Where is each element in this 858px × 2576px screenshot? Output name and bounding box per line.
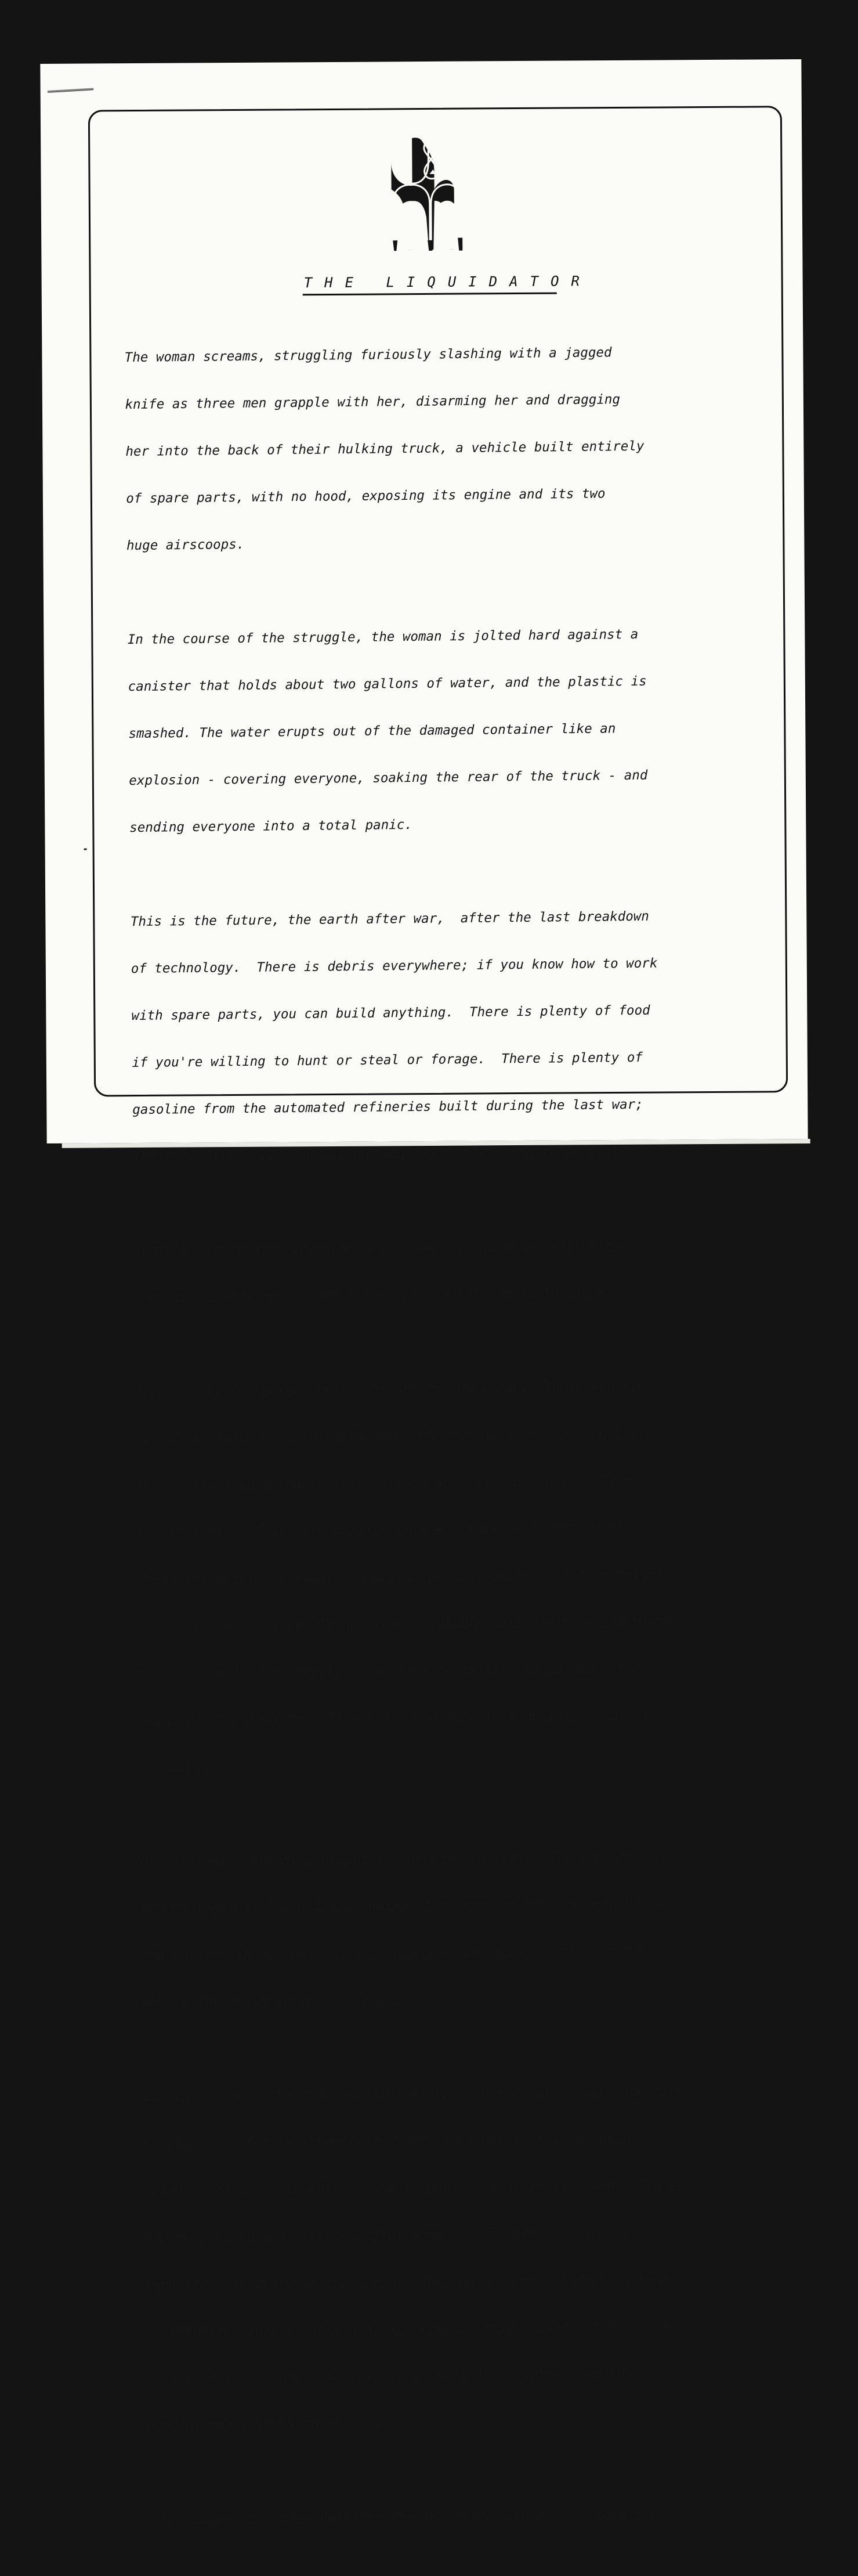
paragraph-7 [142,2051,808,2466]
text-line: canister that holds about two gallons of water, and the plastic is [128,673,647,695]
text-line: One of these marauding groups is composed entirely of women who have [140,1849,675,1870]
text-line: Other women have been held hostage for water and so have some men. [147,2507,666,2528]
text-line: knife as three men grapple with her, disarming her and dragging [125,392,621,413]
text-line: explosion - covering everyone, soaking the rear of the truck - and [129,767,648,789]
text-line: The woman screams, struggling furiously slashing with a jagged [124,345,612,366]
text-line: a freshwater spring. They are, in terms of this society, the richest [145,2319,680,2340]
text-line: There's plenty of everything except water, and when that water [133,1238,621,1259]
text-line: her into the back of their hulking truck, a vehicle built entirely [125,438,645,460]
paragraph-3 [130,876,795,1196]
text-line: one of several groups of marauders, men who have banded together [136,1426,647,1447]
paragraph-8 [147,2474,809,2560]
text-line: of spare parts, with no hood, exposing its engine and its two [126,486,606,507]
text-line: drum. There is virtually no fresh drinkable water left on the planet [137,1614,680,1635]
paragraph-6 [140,1816,803,2043]
text-line: sending everyone into a total panic. [129,817,412,836]
text-line: with spare parts, you can build anything. There is plenty of food [131,1002,650,1024]
text-line: band of men intends to get it. [146,2416,382,2434]
jm-monogram-logo-icon [389,135,476,252]
text-line: banded together for defense against the bands of men who would rape [140,1896,668,1917]
text-line: their supplies will run out one day, but it's going to be years. [133,1143,636,1165]
text-line: In the course of the struggle, the woman is jolted hard against a [127,626,639,648]
text-line: and enslave them. Most of the groups of men have a woman or two [141,1943,645,1964]
paragraph-4 [133,1205,796,1337]
paragraph-2 [127,594,791,867]
paragraph-5 [135,1346,801,1807]
text-line: ruins of civilization. It's stale and sometimes polluted, but it [139,1708,650,1729]
text-line: who is forced to serve the group. [142,1993,401,2011]
text-line: But this woman, the one now held helpless aboard this truck, laughing [142,2084,685,2105]
text-line: smashed. The water erupts out of the damaged container like an [128,721,616,742]
text-line: for survival on an earth left parched and dying of thirst after [136,1473,632,1494]
margin-tick-mark [84,849,87,850]
text-line: the only real water supply comes from containers found among the [138,1661,642,1682]
text-line: And it only increases their pressure on the woman. These men are [135,1379,646,1400]
text-line: if you're willing to hunt or steal or forage. There is plenty of [132,1049,643,1071]
text-line: gasoline from the automated refineries built during the last war; [132,1096,643,1118]
text-line: captured to be a plaything. She is part of a group of women - brave [143,2178,679,2199]
paper-sheet [40,59,808,2528]
document-title: THE LIQUIDATOR [303,273,592,291]
text-line: at the men's futile attempts to save their water, has not been [143,2131,631,2152]
text-line: and very tough and very beautiful women - who have made the most [144,2225,647,2246]
paragraph-1 [124,312,788,585]
text-line: canister is smashed, these strong and brutal men go to pieces. [134,1285,622,1306]
text-line: is water. [139,1759,211,1776]
staple-mark [48,88,94,93]
text-line: people on the planet. And everyone wants their water, and this [146,2366,641,2387]
text-line: raids for water, outright massacres for possession of a five-gallon [137,1567,664,1588]
text-line: important discovery in the world. They have found a source of water, [144,2272,687,2293]
document-body [124,312,809,2575]
text-line: of technology. There is debris everywhere; if you know how to work [131,955,658,977]
text-line: This is the future, the earth after war, after the last breakdown [130,908,650,930]
text-line: huge airscoops. [126,537,245,554]
text-line: the last war. There are battles between these cutthroat bands, [136,1520,632,1541]
